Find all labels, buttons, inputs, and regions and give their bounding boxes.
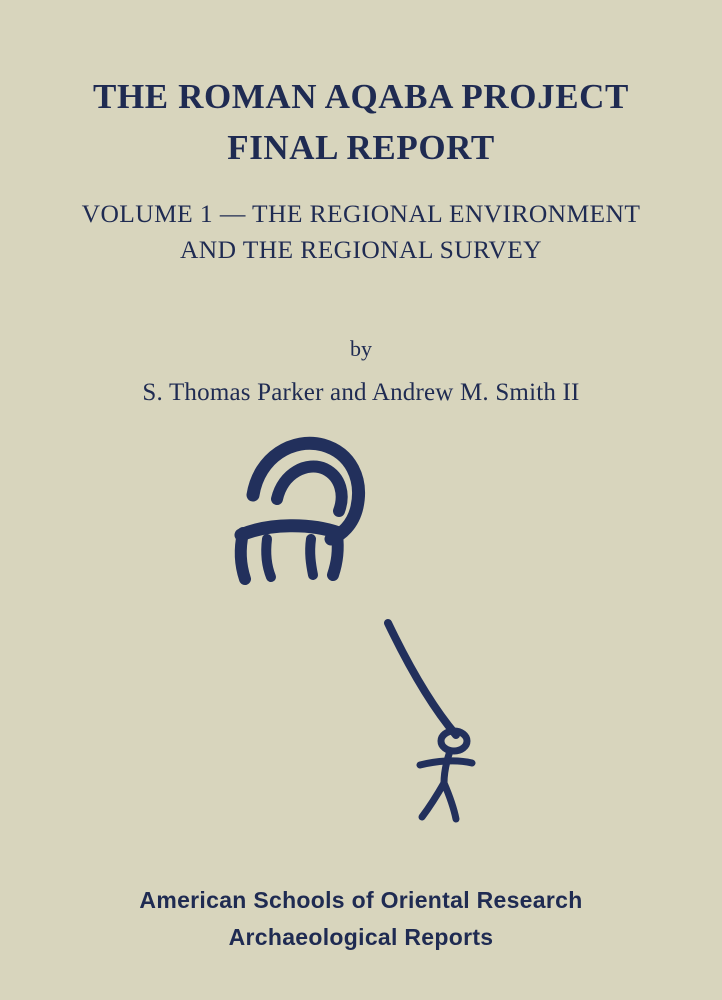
hunter-petroglyph-icon bbox=[370, 617, 530, 837]
publisher-name: American Schools of Oriental Research bbox=[139, 886, 583, 913]
animal-petroglyph-icon bbox=[215, 427, 445, 627]
cover-artwork bbox=[0, 407, 722, 882]
title-line-2: FINAL REPORT bbox=[227, 127, 495, 167]
by-label: by bbox=[350, 335, 372, 361]
publisher-block bbox=[0, 882, 722, 957]
subtitle-line-1: VOLUME 1 — THE REGIONAL ENVIRONMENT bbox=[81, 198, 641, 228]
series-name: Archaeological Reports bbox=[228, 923, 494, 950]
author-names: S. Thomas Parker and Andrew M. Smith II bbox=[142, 378, 580, 406]
title-line-1: THE ROMAN AQABA PROJECT bbox=[93, 77, 629, 116]
subtitle bbox=[0, 196, 722, 268]
subtitle-line-2: AND THE REGIONAL SURVEY bbox=[179, 234, 543, 264]
page-title bbox=[0, 72, 722, 174]
title-block bbox=[0, 72, 722, 268]
byline-block bbox=[0, 334, 722, 407]
